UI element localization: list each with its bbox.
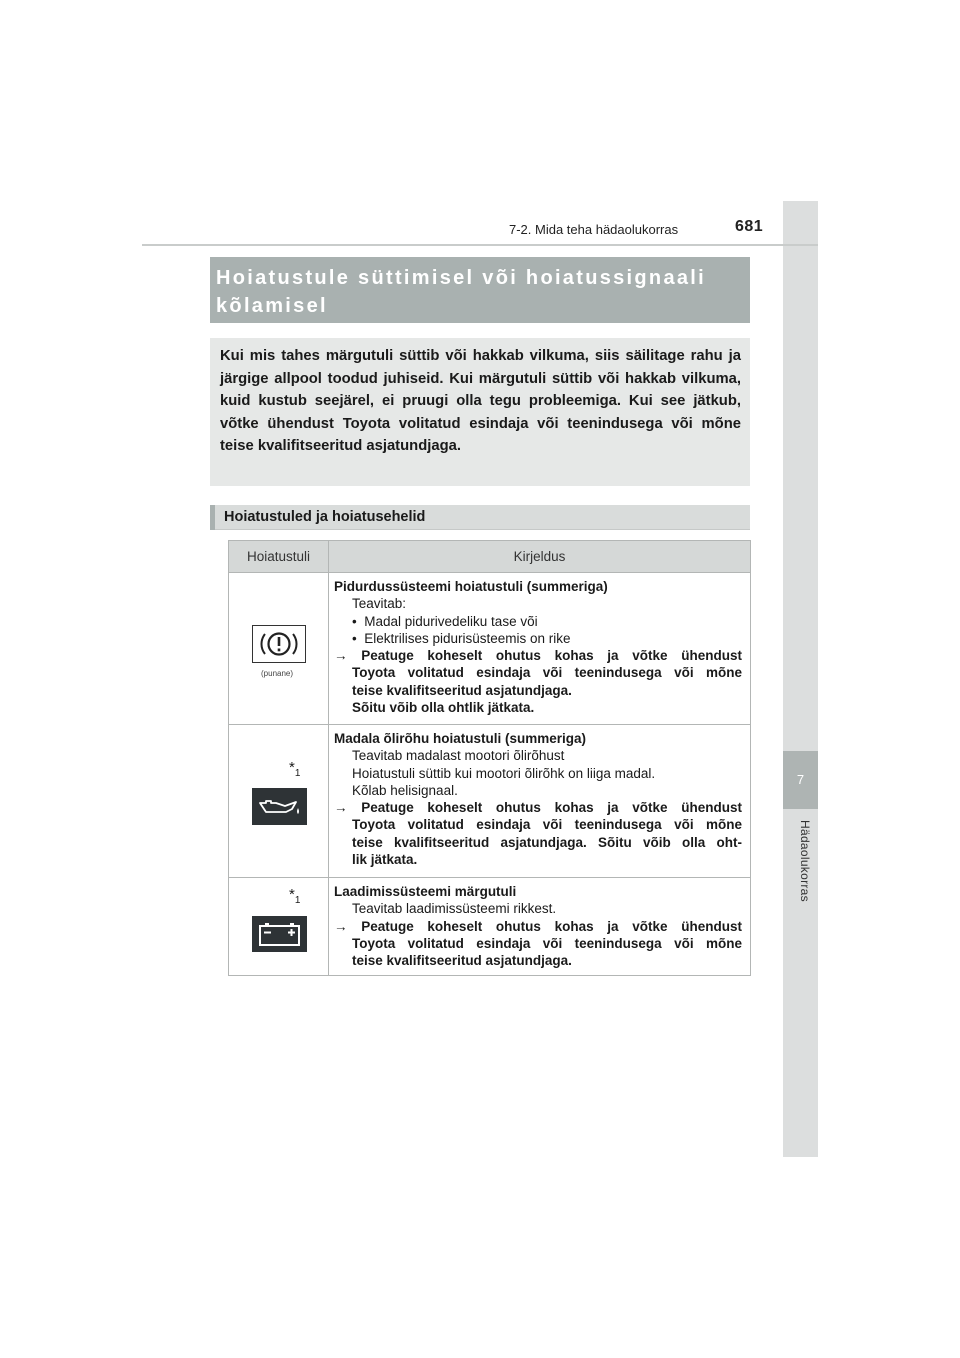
row-title: Madala õlirõhu hoiatustuli (summeriga) xyxy=(334,731,587,746)
arrow-icon: → xyxy=(334,918,348,934)
icon-caption: (punane) xyxy=(261,669,294,678)
action-line: → Peatuge koheselt ohutus kohas ja võtke ühendust xyxy=(334,648,742,664)
bullet-item: • Madal pidurivedeliku tase või xyxy=(352,613,538,629)
action-line: Toyota volitatud esindaja või teenindusega või mõne xyxy=(352,817,742,833)
action-line: Toyota volitatud esindaja või teenindusega või mõne xyxy=(352,935,742,951)
action-line: teise kvalifitseeritud asjatundjaga. Sõitu võib olla oht- xyxy=(352,834,742,850)
subheading: Hoiatustuled ja hoiatusehelid xyxy=(224,509,426,525)
row-line: Teavitab laadimissüsteemi rikkest. xyxy=(352,901,557,917)
battery-charging-icon xyxy=(252,916,307,952)
chapter-side-tab xyxy=(783,201,818,1157)
arrow-icon: → xyxy=(334,648,348,664)
running-head: 7-2. Mida teha hädaolukorras xyxy=(509,222,679,237)
subheading-bar xyxy=(210,505,215,530)
icon-cell xyxy=(229,725,329,878)
row-line: Teavitab: xyxy=(352,596,407,612)
table-row xyxy=(229,573,751,725)
chapter-number-tab[interactable]: 7 xyxy=(783,751,818,809)
table-row xyxy=(229,878,751,976)
action-line: teise kvalifitseeritud asjatundjaga. xyxy=(352,953,572,969)
row-title: Laadimissüsteemi märgutuli xyxy=(334,884,517,899)
footnote-mark: $*_1$ xyxy=(289,759,301,779)
oil-pressure-icon xyxy=(252,788,307,825)
description-cell xyxy=(329,878,751,976)
row-title: Pidurdussüsteemi hoiatustuli (summeriga) xyxy=(334,579,608,594)
column-header-icon: Hoiatustuli xyxy=(229,541,329,573)
table-header-row xyxy=(229,541,751,573)
icon-cell xyxy=(229,878,329,976)
table-row xyxy=(229,725,751,878)
action-line: lik jätkata. xyxy=(352,852,418,868)
chapter-label: Hädaolukorras xyxy=(798,820,812,902)
action-line: → Peatuge koheselt ohutus kohas ja võtke ühendust xyxy=(334,800,742,816)
section-title: Hoiatustule süttimisel või hoiatussignaali kõlamisel xyxy=(216,267,707,317)
page-number: 681 xyxy=(735,218,764,235)
bullet-item: • Elektrilises pidurisüsteemis on rike xyxy=(352,630,571,646)
arrow-icon: → xyxy=(334,800,348,816)
row-line: Teavitab madalast mootori õlirõhust xyxy=(352,748,565,764)
row-line: Hoiatustuli süttib kui mootori õlirõhk on liiga madal. xyxy=(352,765,656,781)
action-line: teise kvalifitseeritud asjatundjaga. xyxy=(352,682,572,698)
action-line: Toyota volitatud esindaja või teenindusega või mõne xyxy=(352,665,742,681)
action-line: → Peatuge koheselt ohutus kohas ja võtke ühendust xyxy=(334,918,742,934)
header-rule xyxy=(142,244,818,246)
warning-lights-table xyxy=(228,540,751,976)
description-cell xyxy=(329,725,751,878)
row-line: Kõlab helisignaal. xyxy=(352,782,458,798)
description-cell xyxy=(329,573,751,725)
intro-text: Kui mis tahes märgutuli süttib või hakkab vilkuma, siis säilitage rahu ja järgige allpool toodud juhiseid. Kui märgutuli süttib või hakkab vilkuma, kuid kustub seejärel, ei pruugi olla tegu probleemiga. Kui see jätkub, võtke ühendust Toyota volitatud esindaja või teenindusega või mõne teise kvalifitseeritud asjatundjaga. xyxy=(220,348,741,455)
footnote-mark: $*_1$ xyxy=(289,886,301,906)
action-line: Sõitu võib olla ohtlik jätkata. xyxy=(352,700,535,716)
brake-warning-icon xyxy=(252,625,306,663)
icon-cell xyxy=(229,573,329,725)
column-header-description: Kirjeldus xyxy=(329,541,751,573)
